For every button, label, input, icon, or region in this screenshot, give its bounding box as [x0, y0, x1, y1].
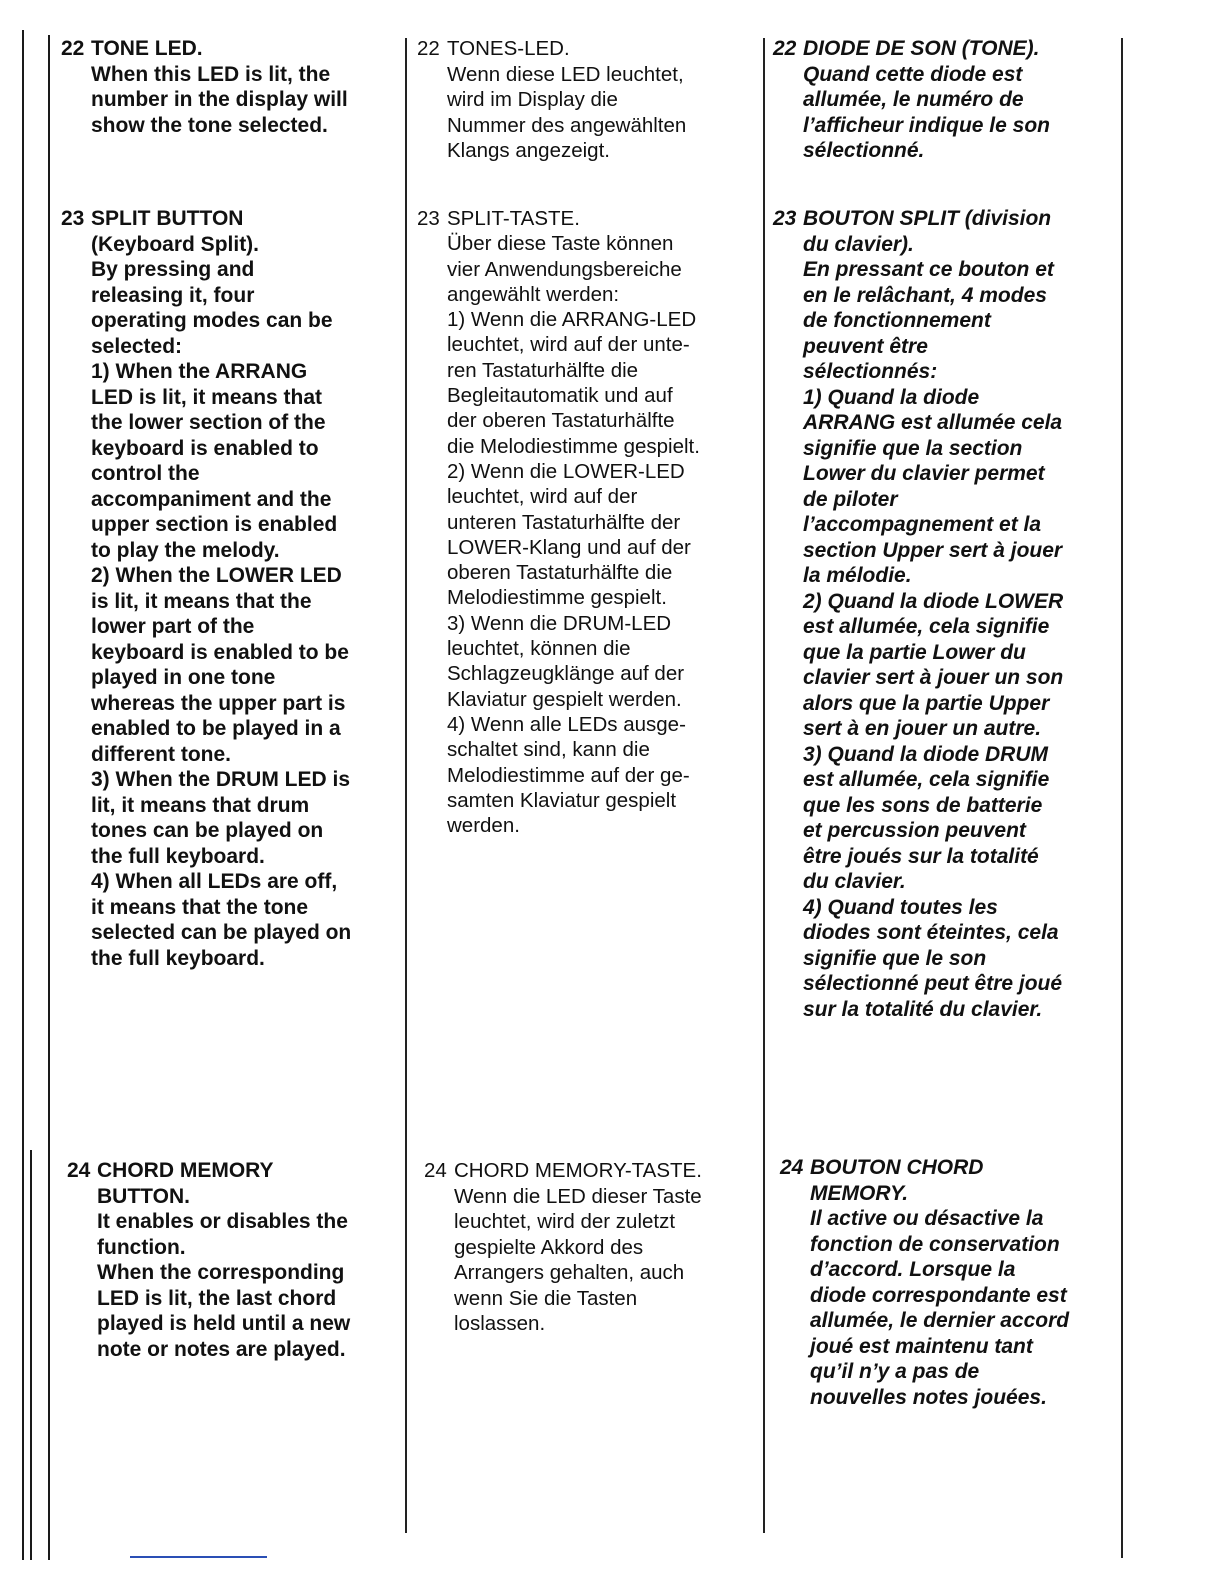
text-line: nouvelles notes jouées.: [810, 1385, 1047, 1409]
text-line: lower part of the: [91, 615, 255, 638]
text-line: wird im Display die: [447, 88, 618, 111]
text-line: 1) When the ARRANG: [91, 360, 308, 383]
text-line: different tone.: [91, 742, 231, 766]
text-line: joué est maintenu tant: [810, 1334, 1033, 1358]
section-23-english: [61, 206, 351, 971]
text-line: played in one tone: [91, 666, 276, 689]
column-divider-right: [763, 38, 765, 1533]
text-line: que les sons de batterie: [803, 793, 1043, 817]
text-line: que la partie Lower du: [803, 640, 1026, 664]
section-number: 22: [417, 37, 440, 60]
text-line: is lit, it means that the: [91, 589, 312, 613]
text-line: allumée, le numéro de: [803, 88, 1024, 111]
text-line: When the corresponding: [97, 1261, 345, 1284]
text-line: 2) When the LOWER LED: [91, 564, 342, 587]
text-line: l’accompagnement et la: [803, 513, 1042, 536]
footer-rule: [130, 1556, 267, 1558]
text-line: signifie que la section: [803, 436, 1023, 460]
text-line: 3) Quand la diode DRUM: [803, 742, 1049, 766]
column-divider-edge: [1121, 38, 1123, 1558]
section-number: 24: [780, 1156, 804, 1179]
text-line: function.: [97, 1235, 186, 1259]
text-line: note or notes are played.: [97, 1337, 346, 1361]
text-line: Melodiestimme gespielt.: [447, 586, 667, 610]
section-title: BOUTON CHORD: [810, 1156, 984, 1179]
text-line: samten Klaviatur gespielt: [447, 788, 677, 812]
section-title: CHORD MEMORY-TASTE.: [454, 1159, 702, 1182]
text-line: peuvent être: [803, 334, 928, 358]
text-line: qu’il n’y a pas de: [810, 1360, 980, 1383]
text-line: en le relâchant, 4 modes: [803, 283, 1047, 307]
text-line: diode correspondante est: [810, 1283, 1067, 1307]
text-line: LED is lit, it means that: [91, 385, 323, 409]
column-divider-left: [405, 38, 407, 1533]
section-number: 23: [61, 207, 85, 230]
text-line: tones can be played on: [91, 819, 324, 842]
section-number: 22: [61, 37, 85, 60]
text-line: allumée, le dernier accord: [810, 1309, 1070, 1332]
text-line: ARRANG est allumée cela: [803, 411, 1063, 434]
text-line: l’afficheur indique le son: [803, 113, 1050, 137]
text-line: 2) Quand la diode LOWER: [803, 589, 1064, 613]
text-line: la mélodie.: [803, 564, 912, 587]
text-line: Arrangers gehalten, auch: [454, 1261, 685, 1284]
text-line: Begleitautomatik und auf: [447, 384, 673, 408]
section-number: 24: [67, 1159, 91, 1182]
text-line: releasing it, four: [91, 283, 255, 307]
text-line: leuchtet, wird auf der: [447, 485, 638, 509]
text-line: unteren Tastaturhälfte der: [447, 510, 681, 534]
text-line: leuchtet, können die: [447, 637, 631, 661]
text-line: BUTTON.: [97, 1184, 190, 1208]
text-line: du clavier.: [803, 870, 906, 893]
text-line: 1) Quand la diode: [803, 385, 980, 409]
text-line: wenn Sie die Tasten: [454, 1286, 638, 1310]
text-line: 2) Wenn die LOWER-LED: [447, 459, 685, 483]
text-line: 3) Wenn die DRUM-LED: [447, 611, 672, 635]
text-line: keyboard is enabled to: [91, 436, 319, 460]
text-line: Melodiestimme auf der ge-: [447, 763, 690, 787]
text-line: 1) Wenn die ARRANG-LED: [447, 308, 697, 332]
text-line: schaltet sind, kann die: [447, 738, 650, 762]
section-23-french: [773, 206, 1063, 1022]
text-line: selected can be played on: [91, 921, 352, 944]
section-title: CHORD MEMORY: [97, 1159, 274, 1182]
text-line: oberen Tastaturhälfte die: [447, 561, 673, 585]
text-line: de piloter: [803, 487, 898, 511]
text-line: Nummer des angewählten: [447, 113, 687, 137]
text-line: played is held until a new: [97, 1312, 351, 1335]
section-title: SPLIT BUTTON: [91, 207, 244, 230]
text-line: Il active ou désactive la: [810, 1207, 1044, 1230]
text-line: control the: [91, 462, 200, 485]
text-line: Über diese Taste können: [447, 232, 674, 256]
section-title: DIODE DE SON (TONE).: [803, 37, 1040, 60]
text-line: number in the display will: [91, 88, 348, 111]
text-line: die Melodiestimme gespielt.: [447, 434, 700, 458]
text-line: LOWER-Klang und auf der: [447, 535, 691, 559]
section-number: 23: [773, 207, 797, 230]
section-title: TONES-LED.: [447, 37, 570, 60]
text-line: ren Tastaturhälfte die: [447, 358, 639, 382]
text-line: LED is lit, the last chord: [97, 1286, 337, 1310]
text-line: Wenn die LED dieser Taste: [454, 1184, 702, 1208]
text-line: est allumée, cela signifie: [803, 615, 1050, 638]
text-line: 3) When the DRUM LED is: [91, 768, 351, 791]
text-line: est allumée, cela signifie: [803, 768, 1050, 791]
text-line: whereas the upper part is: [91, 691, 346, 715]
text-line: alors que la partie Upper: [803, 691, 1050, 715]
text-line: der oberen Tastaturhälfte: [447, 409, 675, 433]
section-title: SPLIT-TASTE.: [447, 207, 580, 230]
text-line: Klangs angezeigt.: [447, 139, 610, 162]
text-line: du clavier).: [803, 232, 914, 256]
scan-edge-line: [30, 1150, 32, 1560]
text-line: operating modes can be: [91, 309, 333, 332]
section-title: BOUTON SPLIT (division: [803, 207, 1052, 230]
text-line: clavier sert à jouer un son: [803, 666, 1064, 689]
text-line: sélectionnés:: [803, 360, 938, 383]
text-line: the lower section of the: [91, 411, 326, 434]
text-line: Schlagzeugklänge auf der: [447, 662, 685, 686]
section-number: 23: [417, 207, 440, 230]
text-line: vier Anwendungsbereiche: [447, 257, 682, 281]
text-line: the full keyboard.: [91, 946, 265, 970]
text-line: accompaniment and the: [91, 487, 332, 511]
text-line: keyboard is enabled to be: [91, 640, 349, 664]
text-line: MEMORY.: [810, 1181, 909, 1205]
section-24-english: [67, 1158, 350, 1362]
text-line: d’accord. Lorsque la: [810, 1258, 1016, 1281]
text-line: diodes sont éteintes, cela: [803, 921, 1059, 944]
section-title: TONE LED.: [91, 37, 203, 60]
text-line: sur la totalité du clavier.: [803, 997, 1043, 1021]
text-line: When this LED is lit, the: [91, 62, 331, 86]
text-line: It enables or disables the: [97, 1210, 348, 1233]
text-line: être joués sur la totalité: [803, 844, 1039, 868]
section-number: 24: [424, 1159, 447, 1182]
text-line: (Keyboard Split).: [91, 232, 260, 256]
section-23-german: [417, 206, 700, 838]
section-22-french: [773, 36, 1050, 164]
text-line: Klaviatur gespielt werden.: [447, 687, 682, 711]
text-line: show the tone selected.: [91, 113, 328, 137]
text-line: signifie que le son: [803, 946, 987, 970]
text-line: sélectionné peut être joué: [803, 972, 1063, 995]
text-line: the full keyboard.: [91, 844, 265, 868]
text-line: et percussion peuvent: [803, 819, 1026, 842]
text-line: 4) Wenn alle LEDs ausge-: [447, 712, 686, 736]
text-line: gespielte Akkord des: [454, 1235, 644, 1259]
scan-edge-line: [48, 35, 50, 1560]
text-line: upper section is enabled: [91, 513, 338, 536]
text-line: it means that the tone: [91, 895, 309, 919]
section-22-english: [61, 36, 348, 138]
text-line: leuchtet, wird auf der unte-: [447, 333, 690, 357]
text-line: enabled to be played in a: [91, 717, 341, 740]
section-number: 22: [773, 37, 797, 60]
text-line: Lower du clavier permet: [803, 462, 1045, 485]
text-line: Quand cette diode est: [803, 62, 1023, 86]
text-line: sélectionné.: [803, 139, 925, 162]
section-24-german: [424, 1158, 702, 1337]
text-line: lit, it means that drum: [91, 793, 310, 817]
text-line: By pressing and: [91, 258, 255, 281]
text-line: 4) When all LEDs are off,: [91, 870, 338, 893]
text-line: to play the melody.: [91, 538, 280, 562]
text-line: Wenn diese LED leuchtet,: [447, 62, 684, 86]
section-24-french: [780, 1155, 1069, 1410]
text-line: sert à en jouer un autre.: [803, 717, 1042, 740]
text-line: leuchtet, wird der zuletzt: [454, 1210, 676, 1233]
text-line: fonction de conservation: [810, 1232, 1060, 1256]
text-line: loslassen.: [454, 1312, 546, 1335]
text-line: 4) Quand toutes les: [803, 895, 998, 919]
text-line: section Upper sert à jouer: [803, 538, 1063, 562]
text-line: selected:: [91, 334, 183, 358]
text-line: de fonctionnement: [803, 309, 991, 332]
scan-edge-line: [22, 30, 24, 1560]
text-line: En pressant ce bouton et: [803, 258, 1054, 281]
text-line: angewählt werden:: [447, 282, 620, 306]
text-line: werden.: [447, 814, 520, 838]
section-22-german: [417, 36, 686, 164]
